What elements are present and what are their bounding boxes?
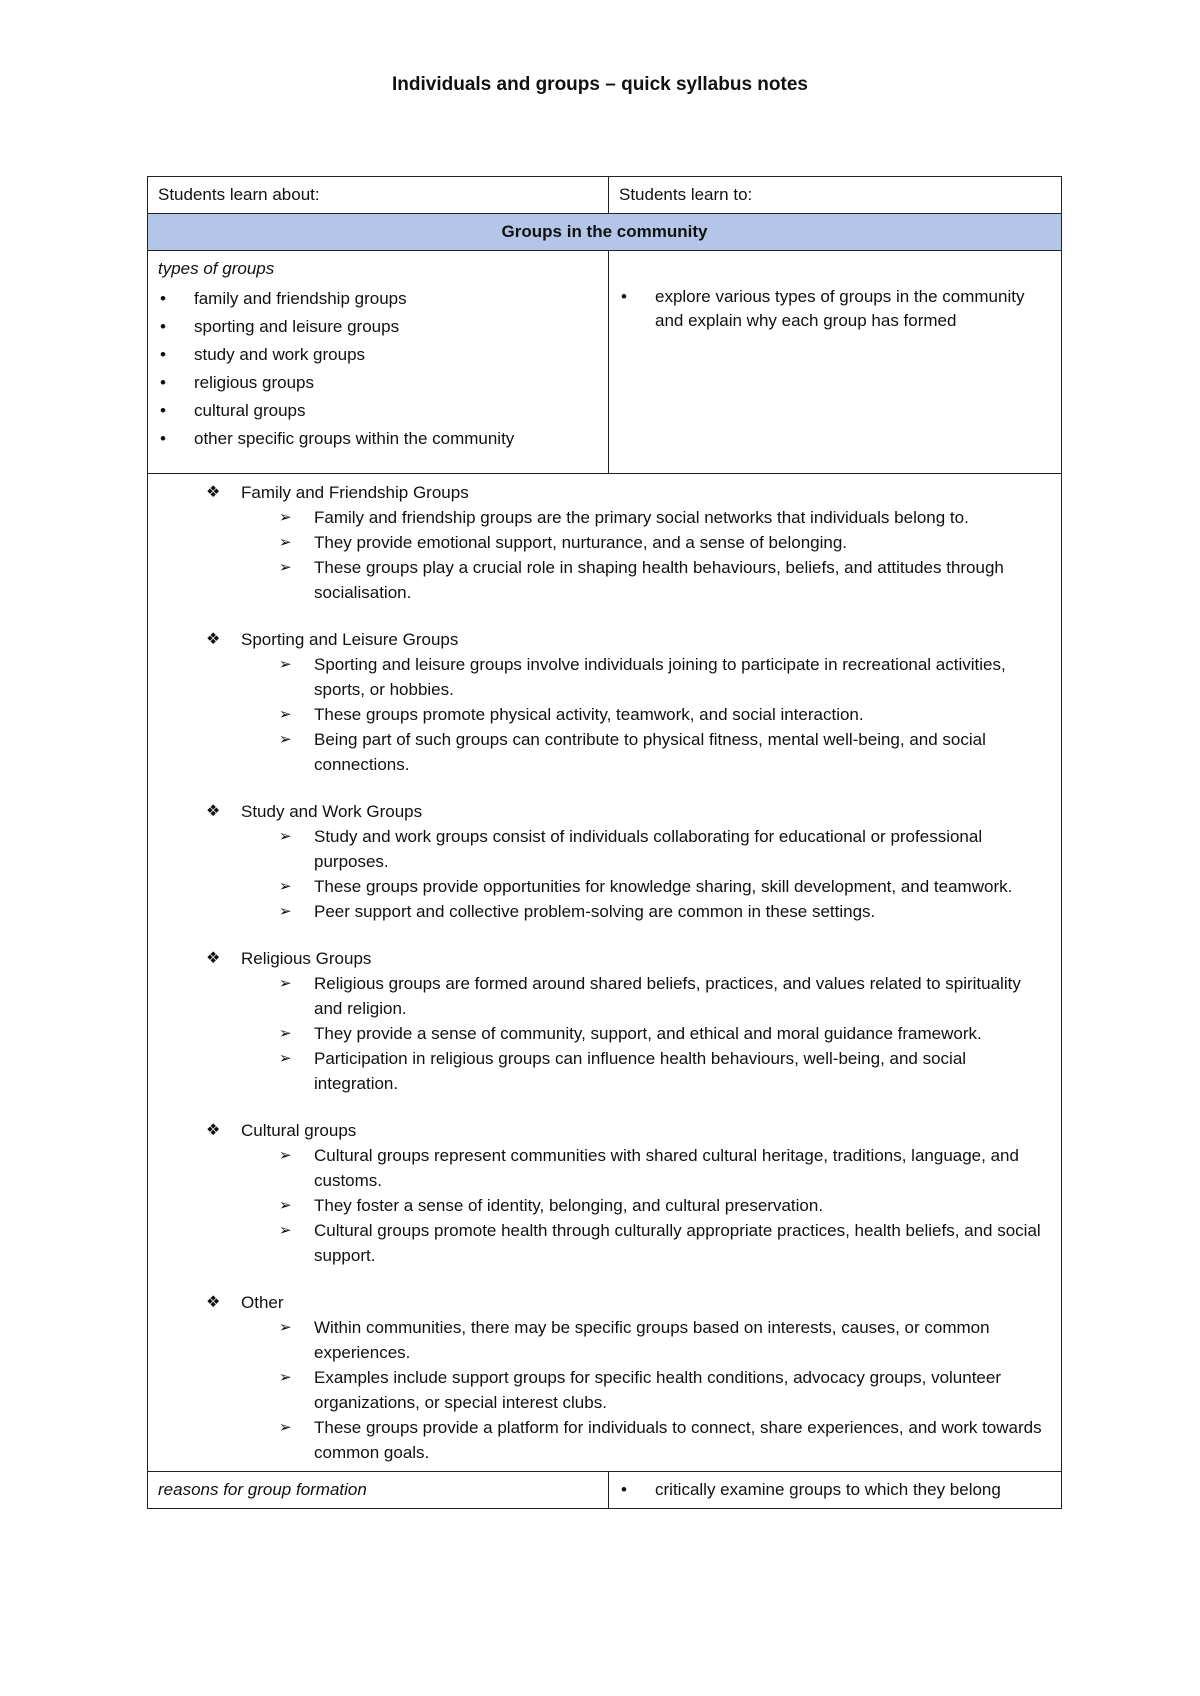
note-section-cultural <box>158 1118 1051 1268</box>
list-item: • other specific groups within the community <box>158 425 598 453</box>
topic-label: reasons for group formation <box>158 1480 367 1499</box>
note-point: ➢ Participation in religious groups can influence health behaviours, well-being, and social integration. <box>158 1046 1051 1096</box>
note-point: ➢ Examples include support groups for specific health conditions, advocacy groups, volunteer organizations, or special interest clubs. <box>158 1365 1051 1415</box>
syllabus-table <box>147 176 1062 1509</box>
note-point: ➢ They foster a sense of identity, belonging, and cultural preservation. <box>158 1193 1051 1218</box>
note-heading: Religious Groups <box>241 949 372 968</box>
learn-to-list <box>619 285 1051 333</box>
notes-row <box>148 474 1062 1472</box>
section-row <box>148 214 1062 251</box>
diamond-bullet-icon: ❖ <box>206 1122 221 1139</box>
note-point: ➢ Family and friendship groups are the primary social networks that individuals belong to. <box>158 505 1051 530</box>
reasons-topic-cell <box>148 1472 609 1509</box>
note-point: ➢ These groups play a crucial role in shaping health behaviours, beliefs, and attitudes through socialisation. <box>158 555 1051 605</box>
note-point: ➢ Sporting and leisure groups involve individuals joining to participate in recreational activities, sports, or hobbies. <box>158 652 1051 702</box>
note-section-study <box>158 799 1051 924</box>
note-point: ➢ These groups provide a platform for individuals to connect, share experiences, and work towards common goals. <box>158 1415 1051 1465</box>
note-point: ➢ Study and work groups consist of individuals collaborating for educational or professional purposes. <box>158 824 1051 874</box>
note-section-family <box>158 480 1051 605</box>
diamond-bullet-icon: ❖ <box>206 484 221 501</box>
note-point: ➢ They provide emotional support, nurturance, and a sense of belonging. <box>158 530 1051 555</box>
note-points <box>158 1315 1051 1465</box>
note-point: ➢ These groups promote physical activity, teamwork, and social interaction. <box>158 702 1051 727</box>
note-points <box>158 1143 1051 1268</box>
list-item: • study and work groups <box>158 341 598 369</box>
note-heading: Family and Friendship Groups <box>241 483 469 502</box>
note-points <box>158 824 1051 924</box>
learn-to-list <box>619 1478 1051 1502</box>
note-points <box>158 652 1051 777</box>
list-item: • critically examine groups to which they belong <box>619 1478 1051 1502</box>
learn-about-cell <box>148 251 609 474</box>
note-heading: Study and Work Groups <box>241 802 423 821</box>
list-item: • explore various types of groups in the community and explain why each group has formed <box>619 285 1051 333</box>
list-item: • religious groups <box>158 369 598 397</box>
table-header-row <box>148 177 1062 214</box>
note-heading: Sporting and Leisure Groups <box>241 630 459 649</box>
note-section-religious <box>158 946 1051 1096</box>
learn-to-cell <box>609 251 1062 474</box>
note-point: ➢ Cultural groups promote health through culturally appropriate practices, health beliefs, and social support. <box>158 1218 1051 1268</box>
note-points <box>158 505 1051 605</box>
list-item: • cultural groups <box>158 397 598 425</box>
note-point: ➢ Cultural groups represent communities with shared cultural heritage, traditions, language, and customs. <box>158 1143 1051 1193</box>
note-point: ➢ They provide a sense of community, support, and ethical and moral guidance framework. <box>158 1021 1051 1046</box>
reasons-row <box>148 1472 1062 1509</box>
note-heading: Other <box>241 1293 284 1312</box>
header-learn-about: Students learn about: <box>148 177 609 214</box>
page-title: Individuals and groups – quick syllabus notes <box>392 74 808 95</box>
topic-label: types of groups <box>158 259 275 278</box>
diamond-bullet-icon: ❖ <box>206 1294 221 1311</box>
list-item: • family and friendship groups <box>158 285 598 313</box>
diamond-bullet-icon: ❖ <box>206 631 221 648</box>
note-point: ➢ Being part of such groups can contribute to physical fitness, mental well-being, and social connections. <box>158 727 1051 777</box>
note-section-other <box>158 1290 1051 1465</box>
diamond-bullet-icon: ❖ <box>206 950 221 967</box>
learn-about-list <box>158 285 598 453</box>
note-point: ➢ Peer support and collective problem-solving are common in these settings. <box>158 899 1051 924</box>
note-point: ➢ Within communities, there may be specific groups based on interests, causes, or common experiences. <box>158 1315 1051 1365</box>
note-point: ➢ Religious groups are formed around shared beliefs, practices, and values related to spirituality and religion. <box>158 971 1051 1021</box>
note-heading: Cultural groups <box>241 1121 357 1140</box>
notes-cell <box>148 474 1062 1472</box>
note-points <box>158 971 1051 1096</box>
types-row <box>148 251 1062 474</box>
note-section-sporting <box>158 627 1051 777</box>
section-title: Groups in the community <box>148 214 1062 251</box>
list-item: • sporting and leisure groups <box>158 313 598 341</box>
note-point: ➢ These groups provide opportunities for knowledge sharing, skill development, and teamwork. <box>158 874 1051 899</box>
reasons-learn-to-cell <box>609 1472 1062 1509</box>
diamond-bullet-icon: ❖ <box>206 803 221 820</box>
header-learn-to: Students learn to: <box>609 177 1062 214</box>
